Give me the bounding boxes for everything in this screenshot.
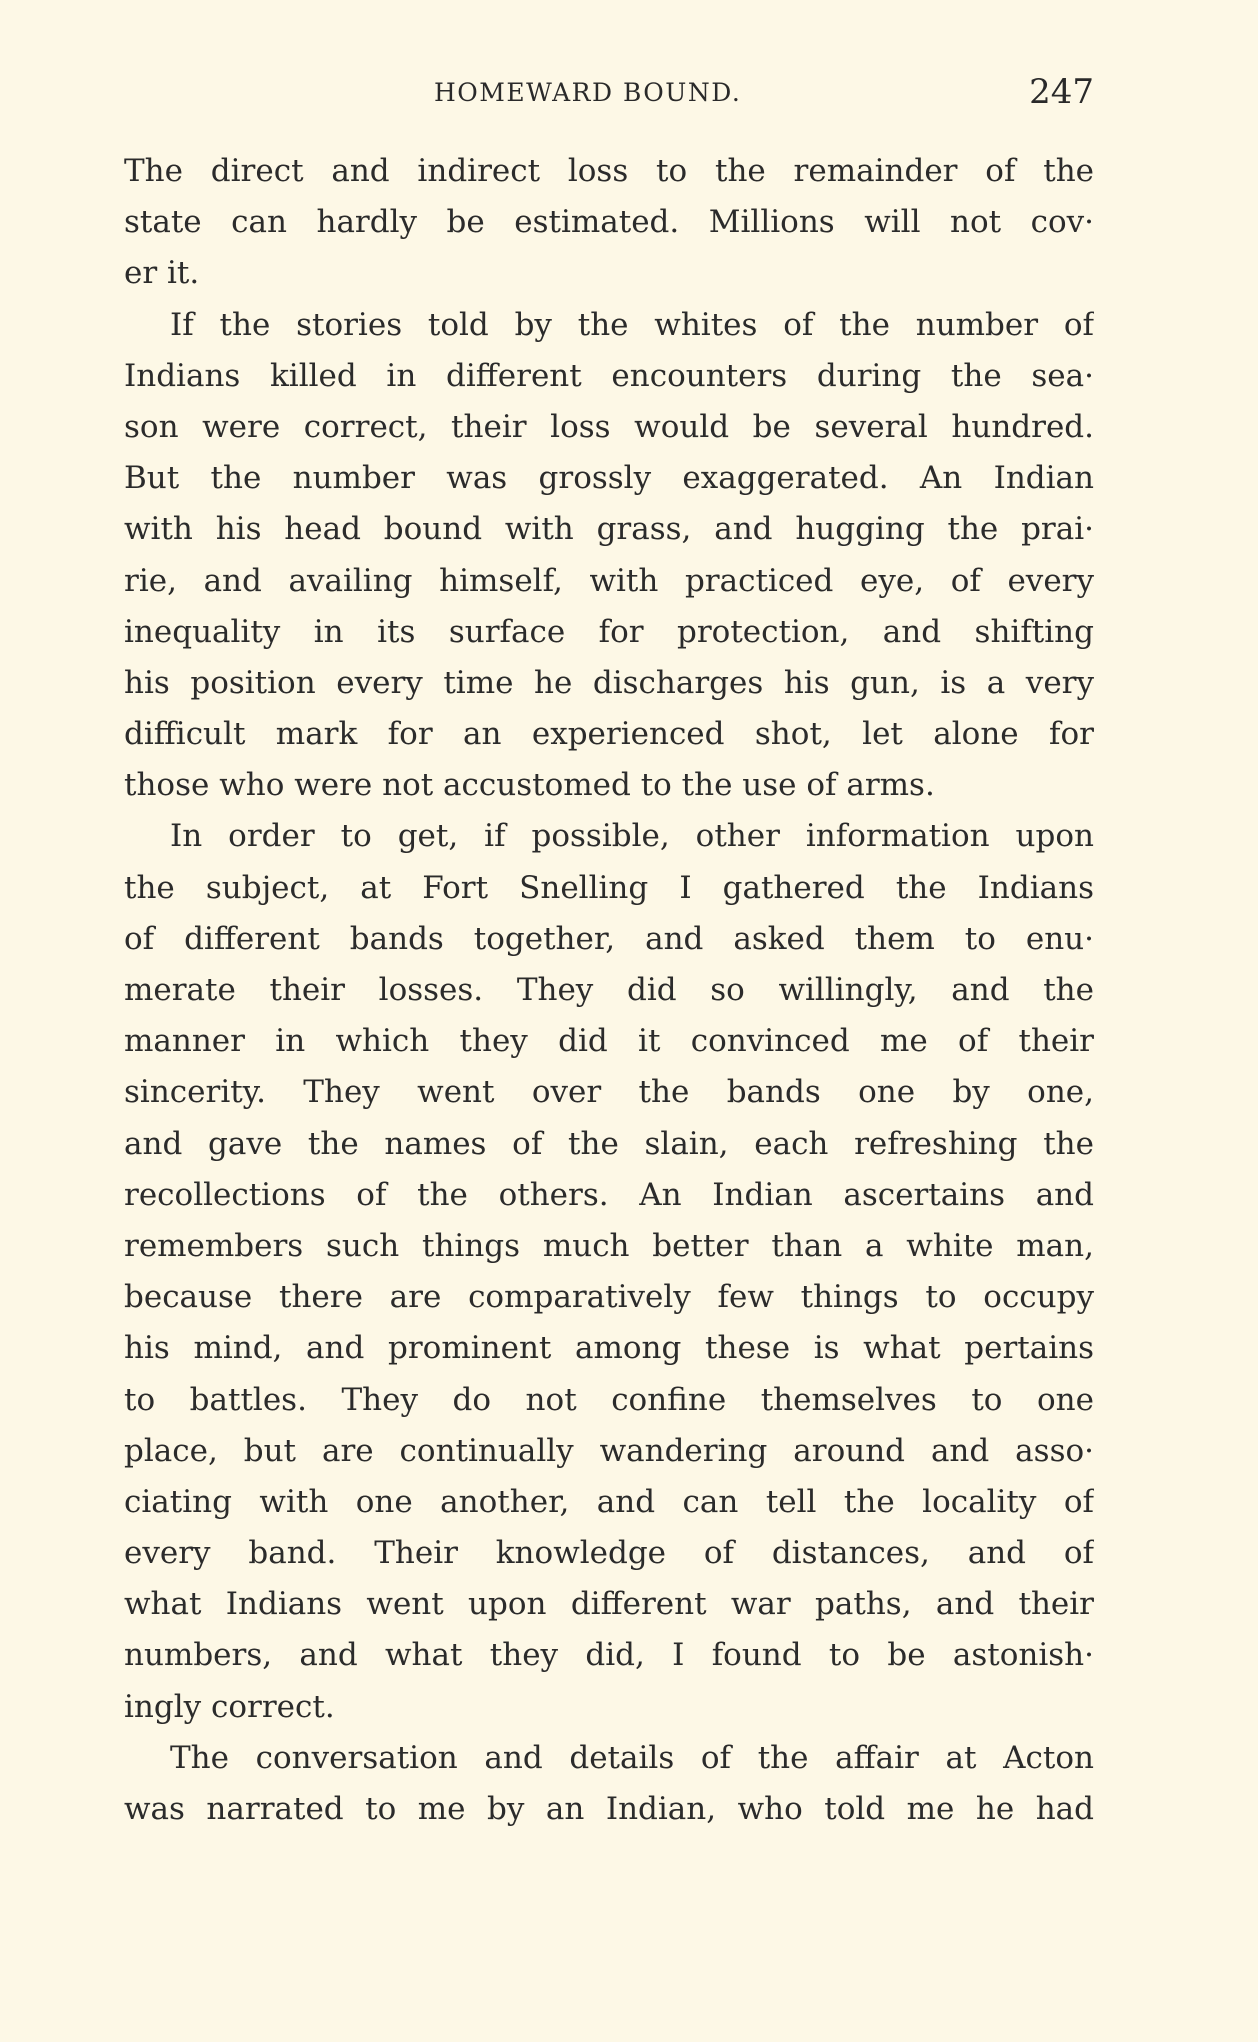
text-line: ciating with one another, and can tell the locality of bbox=[124, 1483, 1094, 1520]
paragraph-first-line: If the stories told by the whites of the number of bbox=[170, 306, 1094, 343]
text-line: to battles. They do not confine themselves to one bbox=[124, 1381, 1094, 1418]
text-line: But the number was grossly exaggerated. An Indian bbox=[124, 460, 1094, 497]
text-line: manner in which they did it convinced me of their bbox=[124, 1023, 1094, 1060]
text-line: merate their losses. They did so willingly, and the bbox=[124, 972, 1094, 1008]
text-line: his mind, and prominent among these is what pertains bbox=[124, 1330, 1094, 1367]
paragraph-first-line: In order to get, if possible, other information upon bbox=[170, 818, 1094, 855]
text-line: was narrated to me by an Indian, who told me he had bbox=[124, 1791, 1094, 1827]
text-line: Indians killed in different encounters during the sea· bbox=[124, 357, 1094, 394]
text-line: every band. Their knowledge of distances, and of bbox=[124, 1535, 1094, 1572]
body-text bbox=[124, 146, 1094, 1835]
text-line: with his head bound with grass, and hugging the prai· bbox=[124, 511, 1094, 548]
text-line: ingly correct. bbox=[124, 1688, 335, 1725]
text-line: difficult mark for an experienced shot, let alone for bbox=[124, 716, 1094, 753]
text-line: the subject, at Fort Snelling I gathered the Indians bbox=[124, 869, 1094, 906]
text-line: place, but are continually wandering around and asso· bbox=[124, 1432, 1094, 1469]
text-line: er it. bbox=[124, 255, 200, 292]
running-head bbox=[124, 72, 1094, 116]
text-line: sincerity. They went over the bands one by one, bbox=[124, 1074, 1094, 1111]
text-line: recollections of the others. An Indian ascertains and bbox=[124, 1176, 1094, 1213]
text-line: numbers, and what they did, I found to be astonish· bbox=[124, 1637, 1094, 1674]
running-title: HOMEWARD BOUND. bbox=[434, 78, 742, 107]
paragraph-first-line: The conversation and details of the affair at Acton bbox=[170, 1739, 1094, 1776]
text-line: inequality in its surface for protection, and shifting bbox=[124, 613, 1094, 650]
text-line: rie, and availing himself, with practiced eye, of every bbox=[124, 562, 1094, 599]
text-line: son were correct, their loss would be several hundred. bbox=[124, 408, 1094, 445]
text-line: what Indians went upon different war paths, and their bbox=[124, 1586, 1094, 1623]
page-number: 247 bbox=[1029, 72, 1094, 112]
text-line: The direct and indirect loss to the remainder of the bbox=[124, 153, 1094, 189]
text-line: state can hardly be estimated. Millions will not cov· bbox=[124, 204, 1094, 241]
text-line: of different bands together, and asked them to enu· bbox=[124, 920, 1094, 957]
text-line: and gave the names of the slain, each refreshing the bbox=[124, 1125, 1094, 1162]
text-line: remembers such things much better than a white man, bbox=[124, 1227, 1094, 1264]
text-line: because there are comparatively few things to occupy bbox=[124, 1279, 1094, 1316]
text-line: his position every time he discharges his gun, is a very bbox=[124, 664, 1094, 701]
text-line: those who were not accustomed to the use of arms. bbox=[124, 767, 935, 804]
